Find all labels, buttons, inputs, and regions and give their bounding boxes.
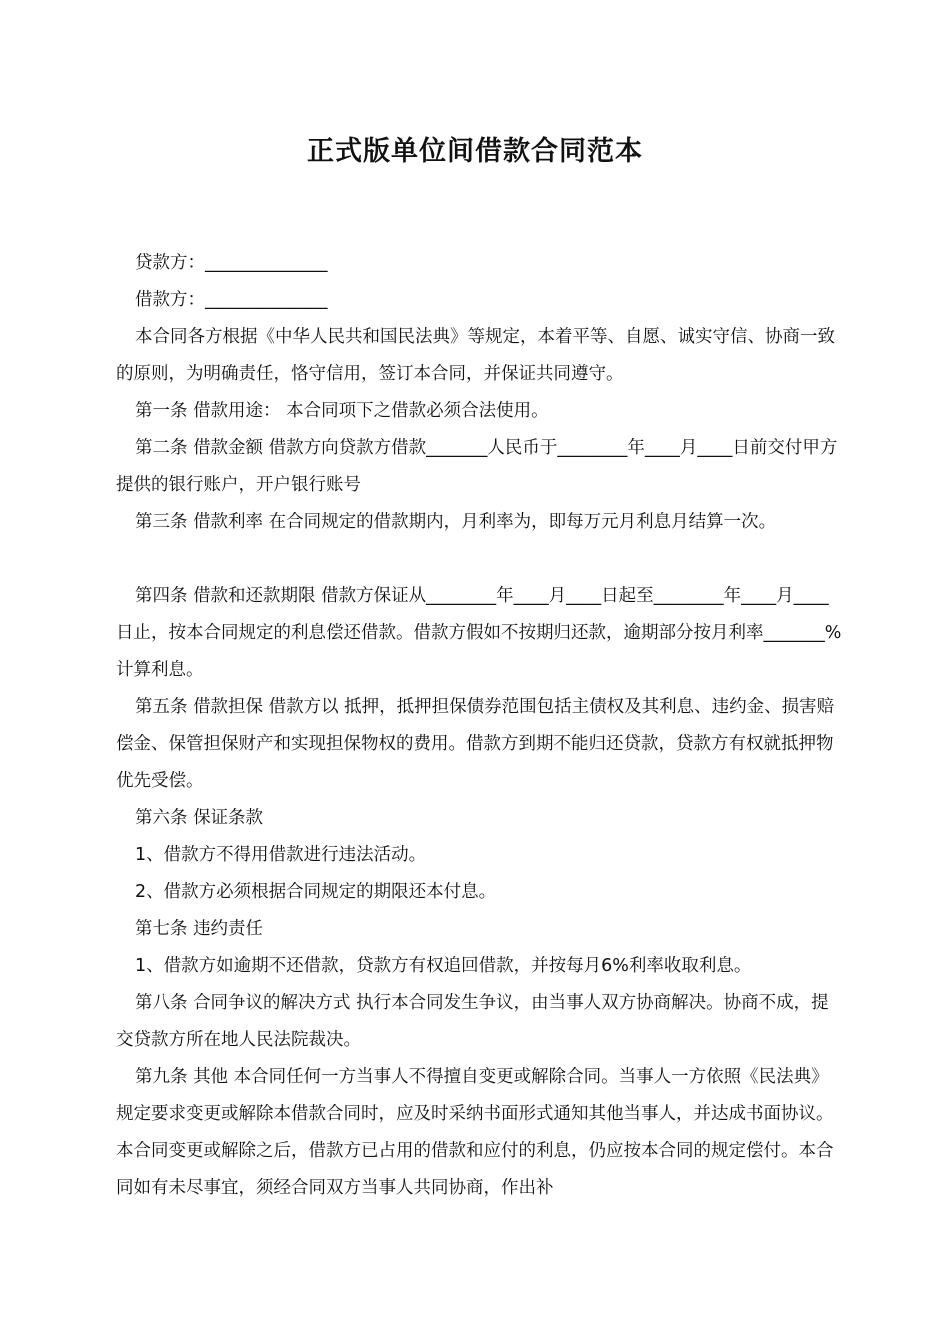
article-2-amount: 第二条 借款金额 借款方向贷款方借款_______人民币于________年____月____日前交付甲方提供的银行账户，开户银行账号 (116, 438, 838, 495)
preamble-paragraph: 本合同各方根据《中华人民共和国民法典》等规定，本着平等、自愿、诚实守信、协商一致的原则，为明确责任，恪守信用，签订本合同，并保证共同遵守。 (116, 327, 835, 384)
borrower-field: 借款方：______________ (135, 290, 328, 310)
article-4-repayment-term: 第四条 借款和还款期限 借款方保证从________年____月____日起至________年____月____日止，按本合同规定的利息偿还借款。借款方假如不按期归还款，逾期部分按月利率_______%计算利息。 (116, 586, 842, 680)
contract-body (116, 245, 846, 1207)
article-1-purpose: 第一条 借款用途： 本合同项下之借款必须合法使用。 (135, 401, 549, 421)
article-6-clause-2: 2、借款方必须根据合同规定的期限还本付息。 (135, 882, 497, 902)
article-6-clause-1: 1、借款方不得用借款进行违法活动。 (135, 845, 427, 865)
article-8-dispute-resolution: 第八条 合同争议的解决方式 执行本合同发生争议，由当事人双方协商解决。协商不成，提交贷款方所在地人民法院裁决。 (116, 993, 829, 1050)
lender-field: 贷款方：______________ (135, 253, 328, 273)
article-6-heading: 第六条 保证条款 (135, 808, 264, 828)
article-7-clause-1: 1、借款方如逾期不还借款，贷款方有权追回借款，并按每月6%利率收取利息。 (135, 956, 752, 976)
article-3-interest-rate: 第三条 借款利率 在合同规定的借款期内，月利率为，即每万元月利息月结算一次。 (135, 512, 777, 532)
article-7-heading: 第七条 违约责任 (135, 919, 264, 939)
article-9-other: 第九条 其他 本合同任何一方当事人不得擅自变更或解除合同。当事人一方依照《民法典》规定要求变更或解除本借款合同时，应及时采纳书面形式通知其他当事人，并达成书面协议。本合同变更或解除之后，借款方已占用的借款和应付的利息，仍应按本合同的规定偿付。本合同如有未尽事宜，须经合同双方当事人共同协商，作出补 (116, 1067, 834, 1198)
article-5-guarantee: 第五条 借款担保 借款方以 抵押，抵押担保债券范围包括主债权及其利息、违约金、损害赔偿金、保管担保财产和实现担保物权的费用。借款方到期不能归还贷款，贷款方有权就抵押物优先受偿。 (116, 697, 835, 791)
document-title: 正式版单位间借款合同范本 (307, 136, 643, 167)
